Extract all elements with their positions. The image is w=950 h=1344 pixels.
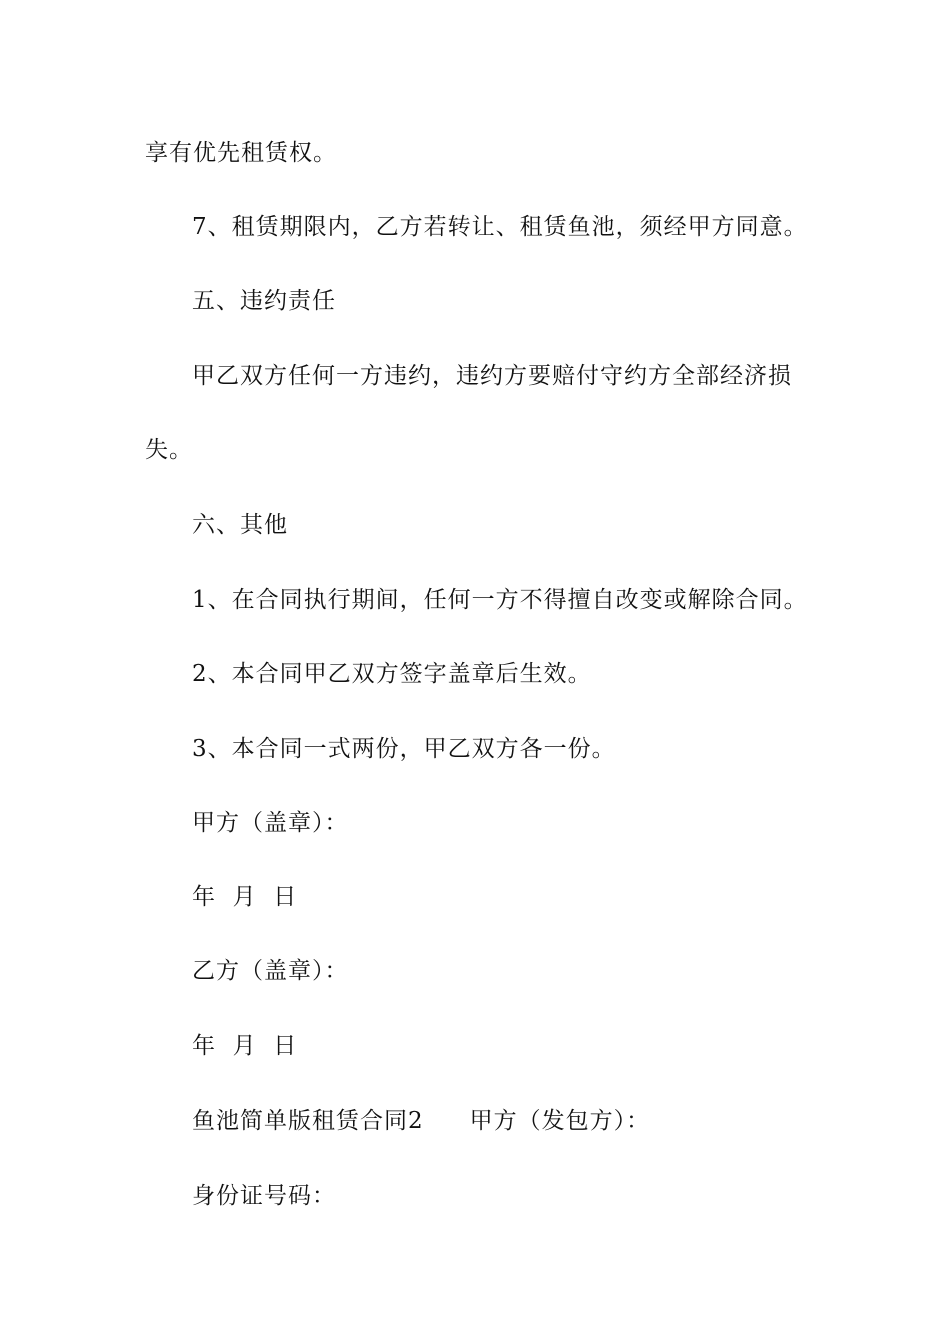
party-a-label: 甲方（发包方）： <box>469 1108 651 1134</box>
signature-date-b: 年 月 日 <box>192 1033 298 1059</box>
paragraph-line: 1、在合同执行期间，任何一方不得擅自改变或解除合同。 <box>192 587 808 613</box>
id-number-label: 身份证号码： <box>192 1183 336 1209</box>
paragraph-line: 享有优先租赁权。 <box>145 140 337 166</box>
signature-party-a: 甲方（盖章）： <box>192 810 349 836</box>
signature-date-a: 年 月 日 <box>192 884 298 910</box>
paragraph-line: 7、租赁期限内，乙方若转让、租赁鱼池，须经甲方同意。 <box>192 214 808 240</box>
paragraph-line: 3、本合同一式两份，甲乙双方各一份。 <box>192 736 616 762</box>
paragraph-line: 2、本合同甲乙双方签字盖章后生效。 <box>192 661 592 687</box>
section-heading: 五、违约责任 <box>192 288 336 314</box>
contract-title: 鱼池简单版租赁合同2 <box>192 1108 424 1134</box>
paragraph-line: 失。 <box>145 437 193 463</box>
section-heading: 六、其他 <box>192 512 288 538</box>
paragraph-line: 甲乙双方任何一方违约，违约方要赔付守约方全部经济损 <box>192 363 792 389</box>
signature-party-b: 乙方（盖章）： <box>192 958 349 984</box>
contract-title-line <box>0 1101 950 1141</box>
